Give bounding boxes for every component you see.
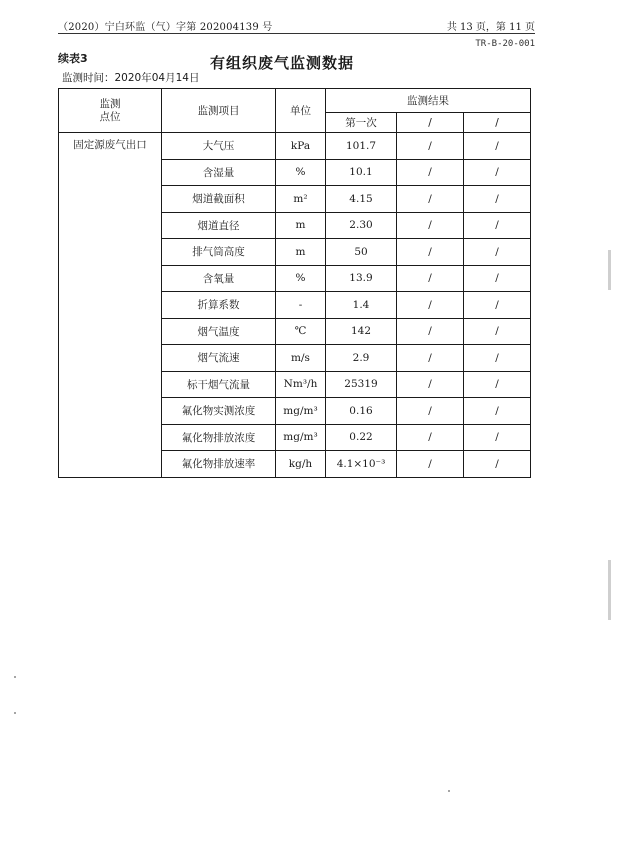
result-3-cell: / — [464, 265, 531, 292]
header-first: 第一次 — [326, 113, 397, 133]
result-3-cell: / — [464, 186, 531, 213]
result-3-cell: / — [464, 345, 531, 372]
result-first-cell: 142 — [326, 318, 397, 345]
result-3-cell: / — [464, 239, 531, 266]
scan-dot — [14, 712, 16, 714]
item-cell: 标干烟气流量 — [162, 371, 276, 398]
result-first-cell: 50 — [326, 239, 397, 266]
result-first-cell: 4.1×10⁻³ — [326, 451, 397, 478]
unit-cell: % — [276, 159, 326, 186]
result-first-cell: 2.9 — [326, 345, 397, 372]
result-2-cell: / — [397, 292, 464, 319]
result-2-cell: / — [397, 451, 464, 478]
unit-cell: m — [276, 212, 326, 239]
result-3-cell: / — [464, 451, 531, 478]
item-cell: 氟化物排放浓度 — [162, 424, 276, 451]
result-3-cell: / — [464, 159, 531, 186]
unit-cell: kPa — [276, 133, 326, 160]
item-cell: 烟气温度 — [162, 318, 276, 345]
result-first-cell: 101.7 — [326, 133, 397, 160]
item-cell: 烟气流速 — [162, 345, 276, 372]
item-cell: 大气压 — [162, 133, 276, 160]
unit-cell: kg/h — [276, 451, 326, 478]
item-cell: 含氧量 — [162, 265, 276, 292]
result-first-cell: 1.4 — [326, 292, 397, 319]
result-2-cell: / — [397, 424, 464, 451]
result-first-cell: 25319 — [326, 371, 397, 398]
unit-cell: ℃ — [276, 318, 326, 345]
monitoring-point-cell: 固定源废气出口 — [59, 133, 162, 478]
header-unit: 单位 — [276, 89, 326, 133]
unit-cell: m/s — [276, 345, 326, 372]
result-first-cell: 2.30 — [326, 212, 397, 239]
item-cell: 氟化物实测浓度 — [162, 398, 276, 425]
scan-edge-mark — [608, 560, 611, 620]
unit-cell: m — [276, 239, 326, 266]
result-3-cell: / — [464, 371, 531, 398]
item-cell: 烟道直径 — [162, 212, 276, 239]
scan-dot — [448, 790, 450, 792]
result-2-cell: / — [397, 212, 464, 239]
item-cell: 排气筒高度 — [162, 239, 276, 266]
unit-cell: Nm³/h — [276, 371, 326, 398]
result-3-cell: / — [464, 398, 531, 425]
scan-edge-mark — [608, 250, 611, 290]
result-3-cell: / — [464, 292, 531, 319]
header-point: 监测 点位 — [59, 89, 162, 133]
result-2-cell: / — [397, 345, 464, 372]
result-2-cell: / — [397, 265, 464, 292]
result-2-cell: / — [397, 133, 464, 160]
unit-cell: mg/m³ — [276, 398, 326, 425]
result-first-cell: 4.15 — [326, 186, 397, 213]
table-row — [59, 133, 531, 160]
item-cell: 含湿量 — [162, 159, 276, 186]
result-2-cell: / — [397, 398, 464, 425]
result-2-cell: / — [397, 371, 464, 398]
result-3-cell: / — [464, 212, 531, 239]
result-2-cell: / — [397, 318, 464, 345]
result-first-cell: 13.9 — [326, 265, 397, 292]
header-slash-3: / — [464, 113, 531, 133]
result-3-cell: / — [464, 424, 531, 451]
item-cell: 烟道截面积 — [162, 186, 276, 213]
page-title: 有组织废气监测数据 — [209, 54, 354, 72]
scan-dot — [14, 676, 16, 678]
item-cell: 氟化物排放速率 — [162, 451, 276, 478]
result-2-cell: / — [397, 239, 464, 266]
unit-cell: - — [276, 292, 326, 319]
header-item: 监测项目 — [162, 89, 276, 133]
header-results: 监测结果 — [326, 89, 531, 113]
continued-label: 续表3 — [58, 52, 88, 65]
item-cell: 折算系数 — [162, 292, 276, 319]
result-first-cell: 0.16 — [326, 398, 397, 425]
monitor-date: 监测时间：2020年04月14日 — [62, 72, 200, 84]
header-rule — [58, 33, 535, 34]
result-2-cell: / — [397, 186, 464, 213]
unit-cell: m² — [276, 186, 326, 213]
unit-cell: mg/m³ — [276, 424, 326, 451]
unit-cell: % — [276, 265, 326, 292]
result-first-cell: 0.22 — [326, 424, 397, 451]
form-code: TR-B-20-001 — [475, 39, 535, 49]
header-page-info: 共 13 页，第 11 页 — [446, 22, 535, 33]
result-3-cell: / — [464, 133, 531, 160]
result-2-cell: / — [397, 159, 464, 186]
result-first-cell: 10.1 — [326, 159, 397, 186]
header-doc-number: （2020）宁白环监（气）字第 202004139 号 — [58, 22, 273, 33]
monitoring-table — [58, 88, 531, 478]
result-3-cell: / — [464, 318, 531, 345]
header-slash-2: / — [397, 113, 464, 133]
